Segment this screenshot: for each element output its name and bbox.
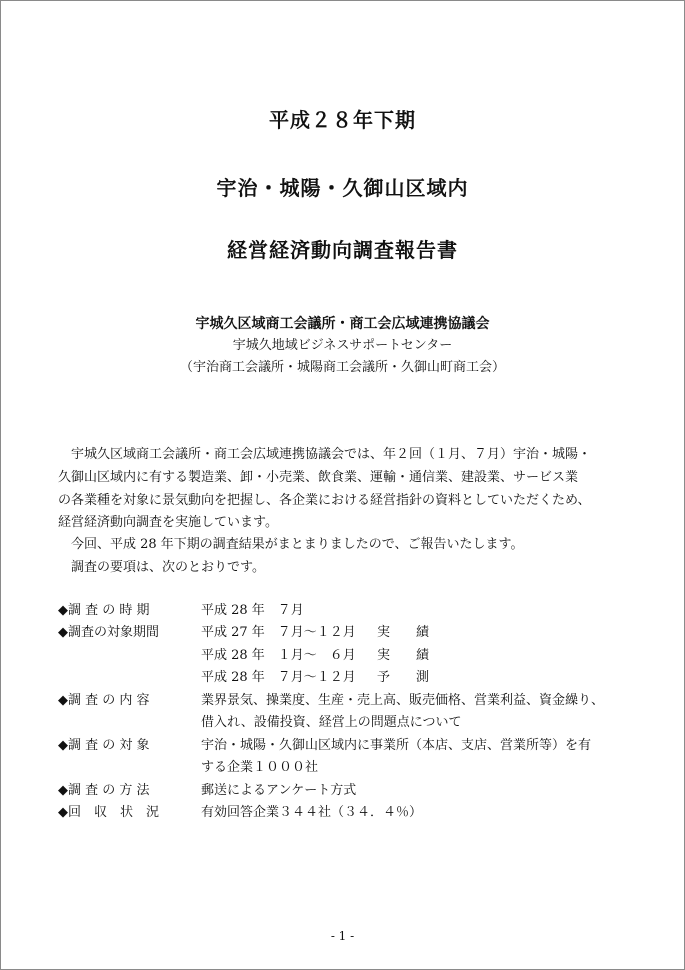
intro-line: の各業種を対象に景気動向を把握し、各企業における経営指針の資料としていただくため、	[58, 493, 591, 508]
period-range: 平成 28 年 １月～ ６月	[201, 648, 356, 663]
period-type: 予 測	[377, 670, 430, 685]
intro-line: 経営経済動向調査を実施しています。	[58, 515, 278, 530]
survey-content-line: 業界景気、操業度、生産・売上高、販売価格、営業利益、資金繰り、	[201, 693, 605, 708]
survey-method-label: ◆調 査 の 方 法	[58, 783, 150, 798]
survey-target-label: ◆調 査 の 対 象	[58, 738, 150, 753]
intro-line: 今回、平成 28 年下期の調査結果がまとまりましたので、ご報告いたします。	[71, 537, 524, 552]
period-type: 実 績	[377, 625, 430, 640]
intro-line: 調査の要項は、次のとおりです。	[71, 560, 265, 575]
survey-method-value: 郵送によるアンケート方式	[201, 783, 357, 798]
page-number: - 1 -	[330, 929, 355, 943]
survey-content-line: 借入れ、設備投資、経営上の問題点について	[201, 715, 462, 730]
organization-name: 宇城久区域商工会議所・商工会広域連携協議会	[195, 316, 490, 332]
survey-timing-value: 平成 28 年 ７月	[201, 603, 304, 618]
period-range: 平成 28 年 ７月～１２月	[201, 670, 356, 685]
survey-target-line: する企業１０００社	[201, 760, 319, 775]
member-organizations: （宇治商工会議所・城陽商工会議所・久御山町商工会）	[179, 360, 505, 375]
survey-response-label: ◆回 収 状 況	[58, 805, 159, 820]
survey-period-label: ◆調査の対象期間	[58, 625, 159, 640]
intro-line: 宇城久区域商工会議所・商工会広域連携協議会では、年２回（１月、７月）宇治・城陽・	[71, 447, 592, 462]
report-area-title: 宇治・城陽・久御山区域内	[216, 176, 469, 200]
report-main-title: 経営経済動向調査報告書	[227, 238, 458, 262]
survey-response-value: 有効回答企業３４４社（３４．４％）	[201, 805, 423, 820]
survey-timing-label: ◆調 査 の 時 期	[58, 603, 150, 618]
survey-content-label: ◆調 査 の 内 容	[58, 693, 150, 708]
period-type: 実 績	[377, 648, 430, 663]
period-range: 平成 27 年 ７月～１２月	[201, 625, 356, 640]
report-period-title: 平成２８年下期	[269, 108, 416, 132]
support-center-name: 宇城久地域ビジネスサポートセンター	[232, 338, 453, 353]
intro-line: 久御山区域内に有する製造業、卸・小売業、飲食業、運輸・通信業、建設業、サービス業	[58, 470, 579, 485]
survey-target-line: 宇治・城陽・久御山区域内に事業所（本店、支店、営業所等）を有	[201, 738, 592, 753]
